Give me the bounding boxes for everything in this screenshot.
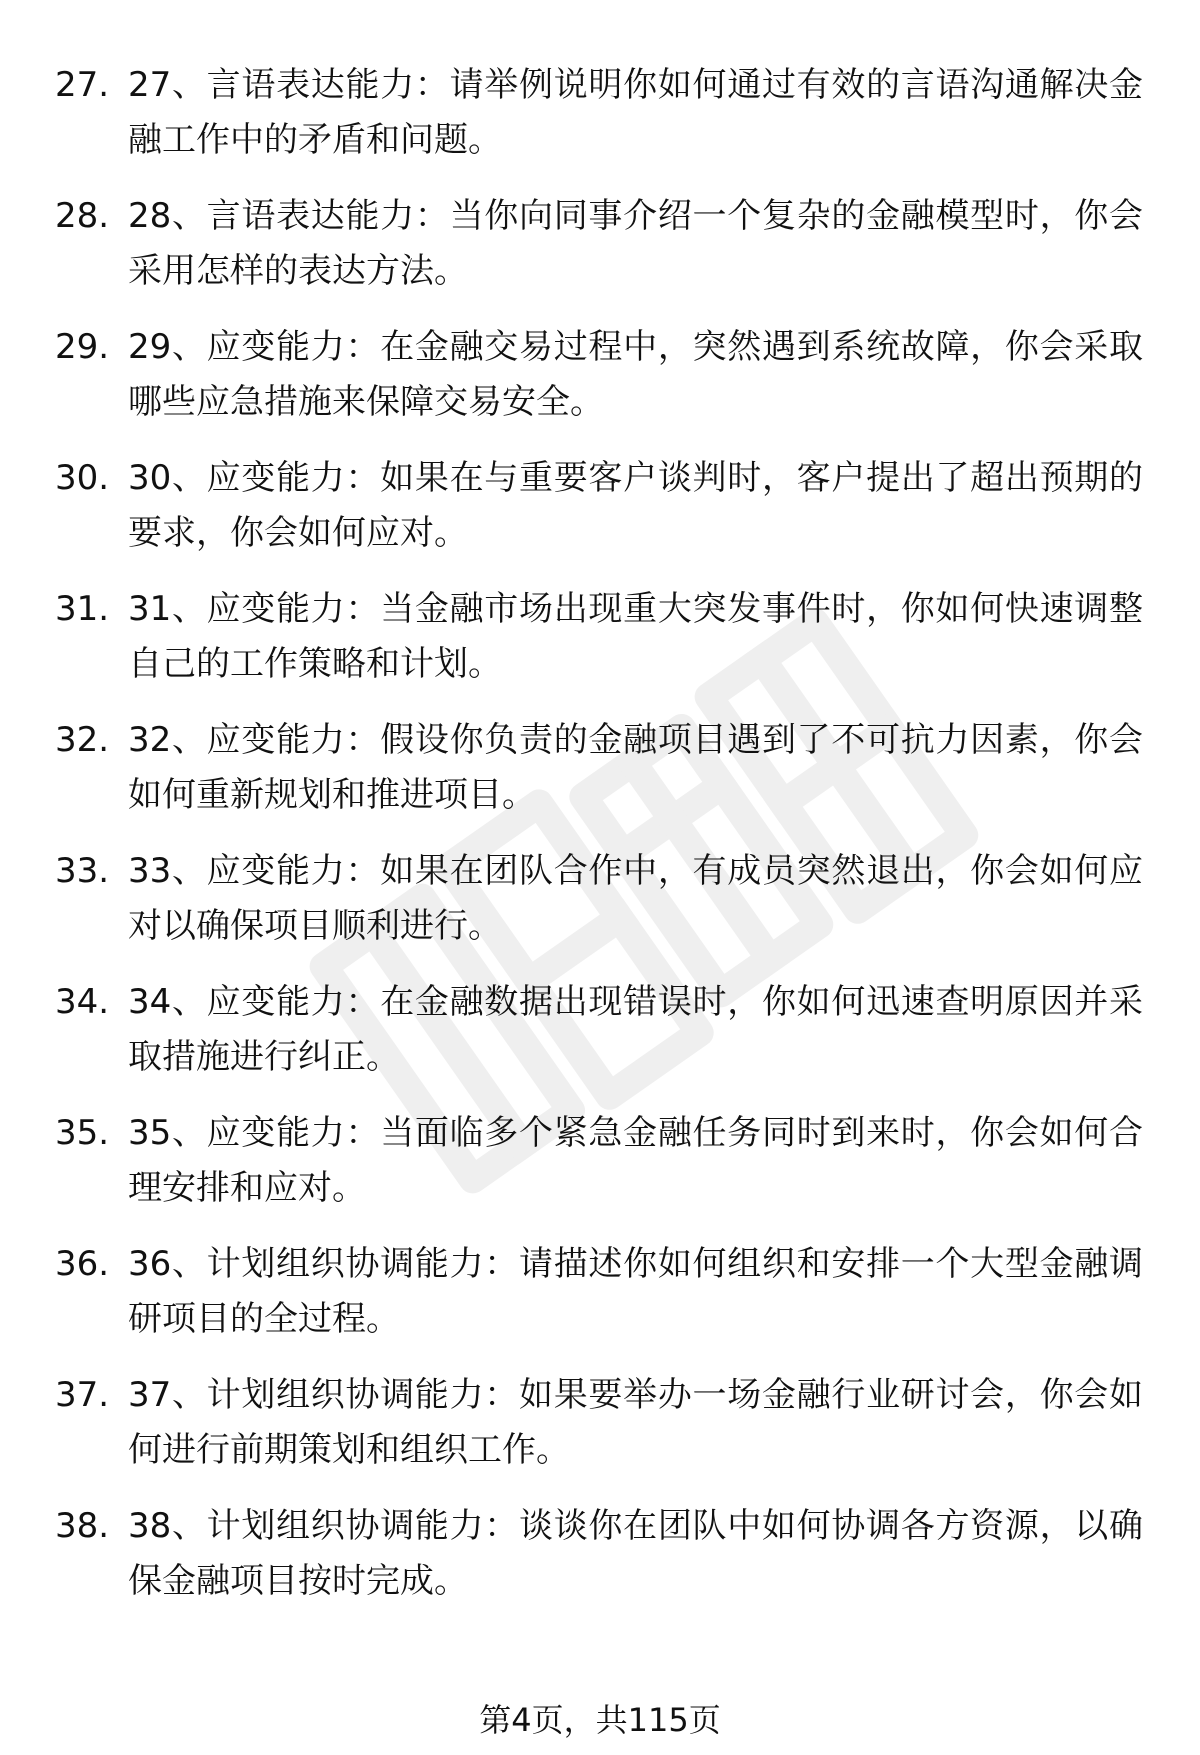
question-text: 30、应变能力：如果在与重要客户谈判时，客户提出了超出预期的要求，你会如何应对。 — [128, 458, 1143, 553]
question-item — [55, 320, 1145, 451]
question-item — [55, 1499, 1145, 1630]
page-footer: 第4页，共115页 — [479, 1701, 721, 1739]
question-text: 27、言语表达能力：请举例说明你如何通过有效的言语沟通解决金融工作中的矛盾和问题。 — [128, 65, 1143, 160]
question-number: 29. — [55, 327, 110, 367]
question-number: 28. — [55, 196, 110, 236]
question-text: 36、计划组织协调能力：请描述你如何组织和安排一个大型金融调研项目的全过程。 — [128, 1244, 1143, 1339]
question-item — [55, 1106, 1145, 1237]
question-item — [55, 58, 1145, 189]
question-text: 35、应变能力：当面临多个紧急金融任务同时到来时，你会如何合理安排和应对。 — [128, 1113, 1143, 1208]
question-number: 36. — [55, 1244, 110, 1284]
question-item — [55, 1368, 1145, 1499]
question-item — [55, 975, 1145, 1106]
question-text: 38、计划组织协调能力：谈谈你在团队中如何协调各方资源，以确保金融项目按时完成。 — [128, 1506, 1143, 1601]
question-item — [55, 451, 1145, 582]
question-text: 32、应变能力：假设你负责的金融项目遇到了不可抗力因素，你会如何重新规划和推进项目。 — [128, 720, 1143, 815]
question-number: 38. — [55, 1506, 110, 1546]
question-number: 34. — [55, 982, 110, 1022]
question-number: 30. — [55, 458, 110, 498]
question-number: 31. — [55, 589, 110, 629]
question-text: 33、应变能力：如果在团队合作中，有成员突然退出，你会如何应对以确保项目顺利进行。 — [128, 851, 1143, 946]
question-text: 31、应变能力：当金融市场出现重大突发事件时，你如何快速调整自己的工作策略和计划。 — [128, 589, 1143, 684]
question-text: 29、应变能力：在金融交易过程中，突然遇到系统故障，你会采取哪些应急措施来保障交易安全。 — [128, 327, 1143, 422]
question-item — [55, 713, 1145, 844]
question-number: 27. — [55, 65, 110, 105]
question-number: 33. — [55, 851, 110, 891]
question-list — [55, 58, 1145, 1630]
question-number: 32. — [55, 720, 110, 760]
question-text: 37、计划组织协调能力：如果要举办一场金融行业研讨会，你会如何进行前期策划和组织工作。 — [128, 1375, 1143, 1470]
question-item — [55, 582, 1145, 713]
question-item — [55, 844, 1145, 975]
question-number: 37. — [55, 1375, 110, 1415]
question-item — [55, 189, 1145, 320]
question-text: 28、言语表达能力：当你向同事介绍一个复杂的金融模型时，你会采用怎样的表达方法。 — [128, 196, 1143, 291]
question-text: 34、应变能力：在金融数据出现错误时，你如何迅速查明原因并采取措施进行纠正。 — [128, 982, 1143, 1077]
question-item — [55, 1237, 1145, 1368]
question-number: 35. — [55, 1113, 110, 1153]
